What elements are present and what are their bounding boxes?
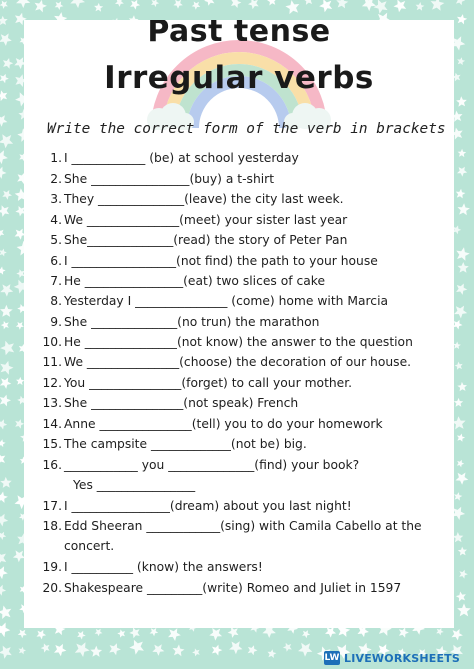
star-icon (454, 398, 463, 407)
star-icon (458, 547, 467, 556)
star-icon (0, 284, 13, 297)
exercise-number: 3. (50, 192, 62, 206)
exercise-number: 4. (50, 213, 62, 227)
star-icon (152, 644, 164, 656)
exercise-number: 12. (42, 376, 62, 390)
star-icon (173, 0, 182, 9)
star-icon (0, 33, 12, 46)
star-icon (0, 623, 10, 638)
exercise-text[interactable]: I ____________ (be) at school yesterday (64, 151, 299, 165)
star-icon (456, 96, 467, 106)
star-icon (457, 382, 467, 391)
star-icon (0, 229, 4, 238)
star-icon (374, 0, 388, 14)
star-icon (457, 603, 471, 616)
star-icon (173, 644, 185, 656)
exercise-text[interactable]: She _______________(not speak) French (64, 396, 299, 410)
star-icon (431, 0, 445, 11)
star-icon (453, 532, 464, 542)
exercise-number: 18. (42, 519, 62, 533)
star-icon (303, 0, 313, 5)
star-icon (41, 643, 50, 652)
star-icon (416, 2, 425, 11)
star-icon (267, 0, 277, 6)
star-icon (0, 1, 8, 9)
star-icon (77, 631, 86, 640)
exercise-number: 5. (50, 233, 62, 247)
star-icon (458, 262, 469, 273)
star-icon (0, 16, 8, 25)
star-icon (192, 648, 200, 656)
star-icon (0, 361, 13, 375)
star-icon (248, 0, 259, 9)
star-icon (0, 341, 14, 356)
star-icon (0, 395, 11, 407)
star-icon (0, 134, 13, 148)
star-icon (55, 1, 64, 10)
exercise-text[interactable]: She ________________(buy) a t-shirt (64, 172, 275, 186)
page-title: Past tense (147, 20, 331, 49)
star-icon (458, 149, 467, 157)
star-icon (209, 628, 222, 641)
star-icon (129, 640, 144, 655)
star-icon (399, 627, 409, 638)
star-icon (37, 630, 47, 640)
star-icon (456, 189, 466, 199)
star-icon (1, 321, 9, 329)
exercise-text[interactable]: I ________________(dream) about you last night! (64, 499, 352, 513)
star-icon (285, 0, 299, 14)
exercise-continuation[interactable]: Yes ________________ (73, 478, 196, 492)
star-icon (18, 630, 27, 639)
star-icon (456, 284, 467, 295)
star-icon (452, 416, 466, 429)
star-icon (0, 646, 12, 659)
star-icon (129, 627, 140, 638)
exercise-number: 6. (50, 254, 62, 268)
star-icon (0, 585, 6, 596)
star-icon (151, 0, 159, 7)
star-icon (15, 419, 24, 429)
star-icon (0, 205, 9, 217)
star-icon (457, 14, 467, 24)
star-icon (0, 606, 11, 620)
exercise-text[interactable]: He _______________(not know) the answer to the question (64, 335, 413, 349)
exercise-text[interactable]: Yesterday I _______________ (come) home with Marcia (64, 294, 389, 308)
star-icon (231, 0, 242, 8)
star-icon (283, 643, 292, 652)
brand-name: LIVEWORKSHEETS (344, 651, 460, 665)
star-icon (212, 645, 222, 656)
exercise-text[interactable]: You _______________(forget) to call your mother. (64, 376, 353, 390)
star-icon (19, 647, 27, 655)
star-icon (298, 643, 312, 657)
exercise-number: 16. (42, 458, 62, 472)
star-icon (0, 74, 9, 83)
star-icon (248, 645, 258, 655)
star-icon (0, 249, 7, 257)
liveworksheets-watermark (324, 651, 460, 665)
exercise-list (24, 20, 454, 628)
star-icon (117, 629, 125, 637)
star-icon (0, 566, 8, 579)
star-icon (456, 247, 469, 261)
star-icon (0, 378, 11, 389)
exercise-number: 2. (50, 172, 62, 186)
exercise-text[interactable]: We _______________(choose) the decoration of our house. (64, 355, 412, 369)
star-icon (115, 0, 124, 7)
star-icon (453, 320, 463, 330)
exercise-text[interactable]: The campsite _____________(not be) big. (64, 437, 307, 451)
exercise-text[interactable]: Shakespeare _________(write) Romeo and Juliet in 1597 (64, 581, 402, 595)
liveworksheets-logo-icon: LW (324, 653, 340, 663)
exercise-text[interactable]: I __________ (know) the answers! (64, 560, 263, 574)
exercise-number: 14. (42, 417, 62, 431)
star-icon (229, 641, 242, 654)
star-icon (457, 57, 465, 65)
exercise-number: 8. (50, 294, 62, 308)
exercise-text[interactable]: Anne _______________(tell) you to do your homework (64, 417, 383, 431)
star-icon (456, 473, 469, 485)
star-icon (0, 551, 6, 565)
star-icon (0, 477, 12, 488)
star-icon (0, 115, 7, 127)
star-icon (456, 592, 466, 602)
star-icon (319, 0, 332, 12)
star-icon (2, 190, 12, 200)
star-icon (436, 628, 444, 636)
star-icon (130, 0, 140, 10)
exercise-text[interactable]: I _________________(not find) the path to your house (64, 254, 378, 268)
exercise-number: 1. (50, 151, 62, 165)
exercise-text[interactable]: We _______________(meet) your sister last year (64, 213, 348, 227)
star-icon (452, 629, 463, 640)
star-icon (0, 305, 13, 317)
star-icon (0, 492, 8, 503)
star-icon (168, 628, 181, 641)
star-icon (459, 570, 468, 579)
star-icon (457, 167, 467, 177)
star-icon (458, 203, 470, 215)
star-icon (0, 167, 7, 179)
page-subtitle: Irregular verbs (104, 60, 374, 96)
exercise-text[interactable]: She______________(read) the story of Peter Pan (64, 233, 348, 247)
exercise-number: 17. (42, 499, 62, 513)
star-icon (456, 0, 465, 5)
star-icon (94, 3, 103, 12)
star-icon (109, 643, 121, 655)
exercise-number: 15. (42, 437, 62, 451)
star-icon (302, 630, 310, 638)
star-icon (454, 306, 467, 319)
exercise-text[interactable]: They ______________(leave) the city last week. (64, 192, 344, 206)
star-icon (325, 627, 336, 638)
star-icon (3, 58, 13, 69)
star-icon (457, 460, 464, 468)
exercise-number: 20. (42, 581, 62, 595)
star-icon (204, 0, 214, 6)
star-icon (95, 629, 103, 637)
exercise-number: 9. (50, 315, 62, 329)
star-icon (0, 419, 7, 429)
star-icon (0, 267, 6, 275)
exercise-text[interactable]: She ______________(no trun) the marathon (64, 315, 320, 329)
star-icon (228, 627, 239, 638)
exercise-continuation: concert. (64, 539, 115, 553)
star-icon (16, 0, 30, 8)
star-icon (0, 453, 5, 465)
star-icon (70, 0, 85, 8)
star-icon (455, 362, 463, 370)
exercise-text[interactable]: Edd Sheeran ____________(sing) with Camila Cabello at the (64, 519, 422, 533)
worksheet-page (24, 20, 454, 628)
star-icon (35, 0, 47, 12)
star-icon (0, 90, 7, 101)
star-icon (0, 514, 8, 527)
exercise-number: 19. (42, 560, 62, 574)
exercise-text[interactable]: He ________________(eat) two slices of cake (64, 274, 326, 288)
star-icon (75, 642, 90, 657)
star-icon (454, 492, 462, 501)
star-icon (394, 0, 407, 12)
instruction-text: Write the correct form of the verb in brackets (47, 121, 446, 137)
exercise-text[interactable]: ____________ you ______________(find) your book? (64, 458, 360, 472)
star-icon (0, 150, 8, 164)
exercise-number: 13. (42, 396, 62, 410)
star-icon (90, 646, 102, 657)
star-icon (336, 0, 348, 8)
star-icon (457, 434, 465, 442)
star-icon (16, 322, 24, 330)
exercise-number: 11. (42, 355, 62, 369)
star-icon (268, 649, 277, 658)
star-icon (192, 1, 201, 9)
star-icon (150, 628, 159, 636)
star-icon (54, 644, 66, 656)
exercise-number: 7. (50, 274, 62, 288)
exercise-number: 10. (42, 335, 62, 349)
star-icon (0, 439, 6, 447)
star-icon (0, 532, 6, 540)
star-icon (362, 0, 376, 11)
star-icon (453, 225, 461, 234)
star-icon (453, 342, 461, 350)
